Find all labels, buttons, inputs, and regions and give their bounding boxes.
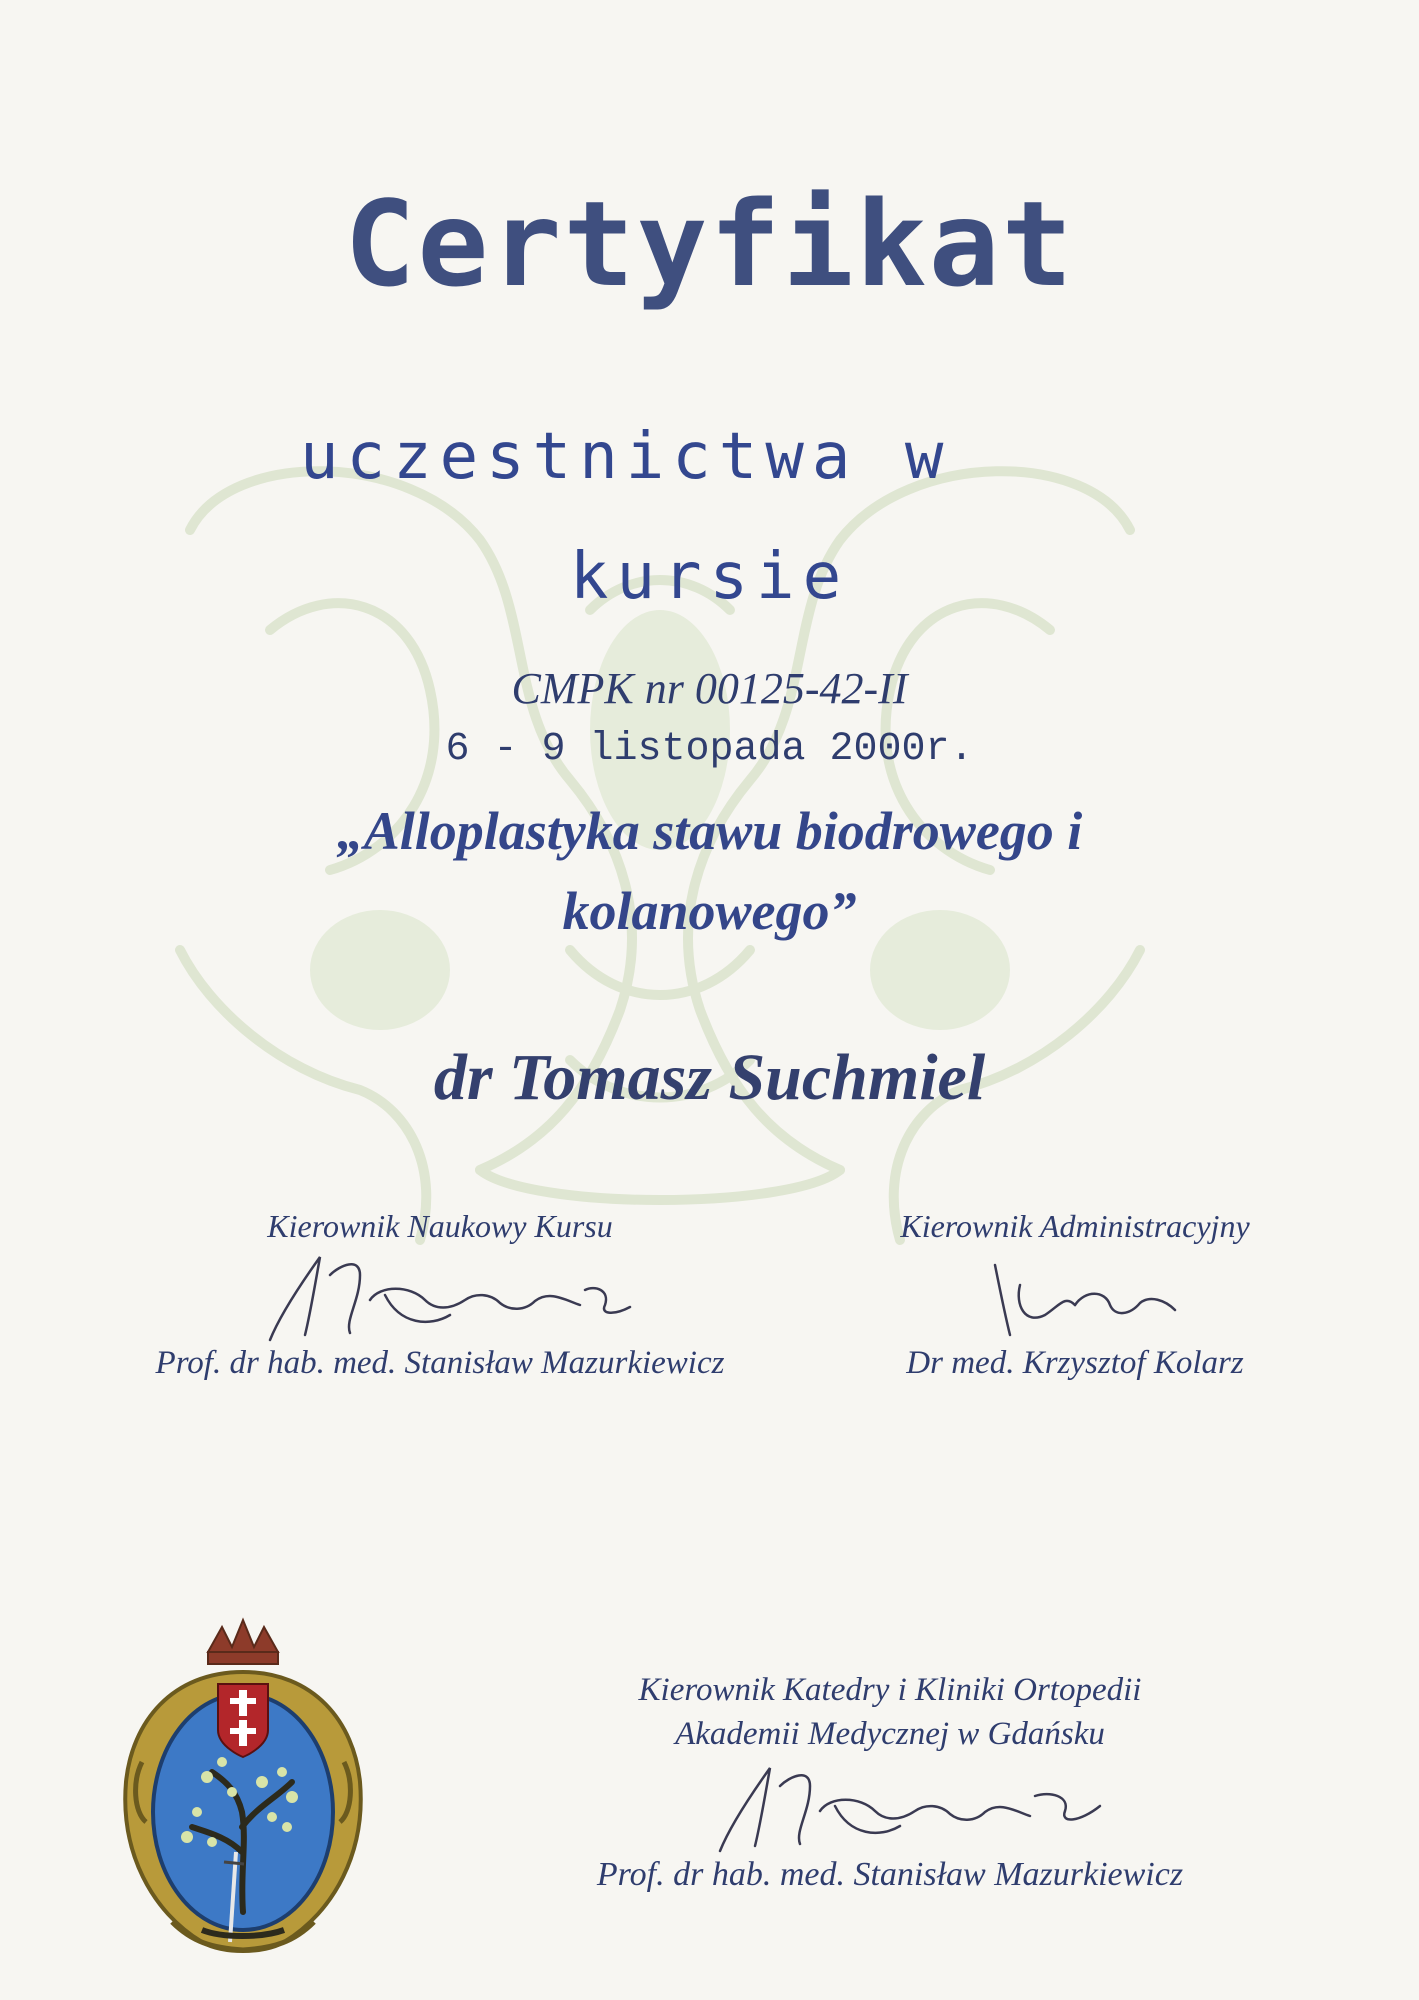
course-number: CMPK nr 00125-42-II [511, 664, 908, 713]
course-topic-line1: „Alloplastyka stawu biodrowego i [336, 801, 1083, 861]
signature-role-line2: Akademii Medycznej w Gdańsku [675, 1716, 1105, 1752]
academy-crest-seal-icon [112, 1612, 374, 1967]
course-dates: 6 - 9 listopada 2000r. [445, 727, 974, 772]
certificate-title: Certyfikat [344, 175, 1075, 313]
certificate-subtitle-line2: kursie [569, 540, 850, 614]
signatory-name: Dr med. Krzysztof Kolarz [906, 1345, 1244, 1381]
handwritten-signature-icon [925, 1245, 1225, 1345]
signatory-name: Prof. dr hab. med. Stanisław Mazurkiewicz [596, 1856, 1184, 1893]
signature-block-administrative-director [840, 1208, 1310, 1382]
course-topic-line2: kolanowego” [562, 881, 857, 941]
certificate-subtitle-line1: uczestnictwa w [300, 420, 952, 494]
signature-block-scientific-director [90, 1208, 790, 1382]
participant-name: dr Tomasz Suchmiel [433, 1041, 986, 1114]
signature-role: Kierownik Naukowy Kursu [267, 1208, 613, 1244]
signature-role-line1: Kierownik Katedry i Kliniki Ortopedii [638, 1672, 1142, 1708]
signature-role: Kierownik Administracyjny [900, 1208, 1250, 1244]
handwritten-signature-icon [660, 1756, 1120, 1856]
signature-block-department-head [530, 1668, 1250, 1894]
signatory-name: Prof. dr hab. med. Stanisław Mazurkiewicz [155, 1345, 725, 1381]
handwritten-signature-icon [210, 1245, 670, 1345]
